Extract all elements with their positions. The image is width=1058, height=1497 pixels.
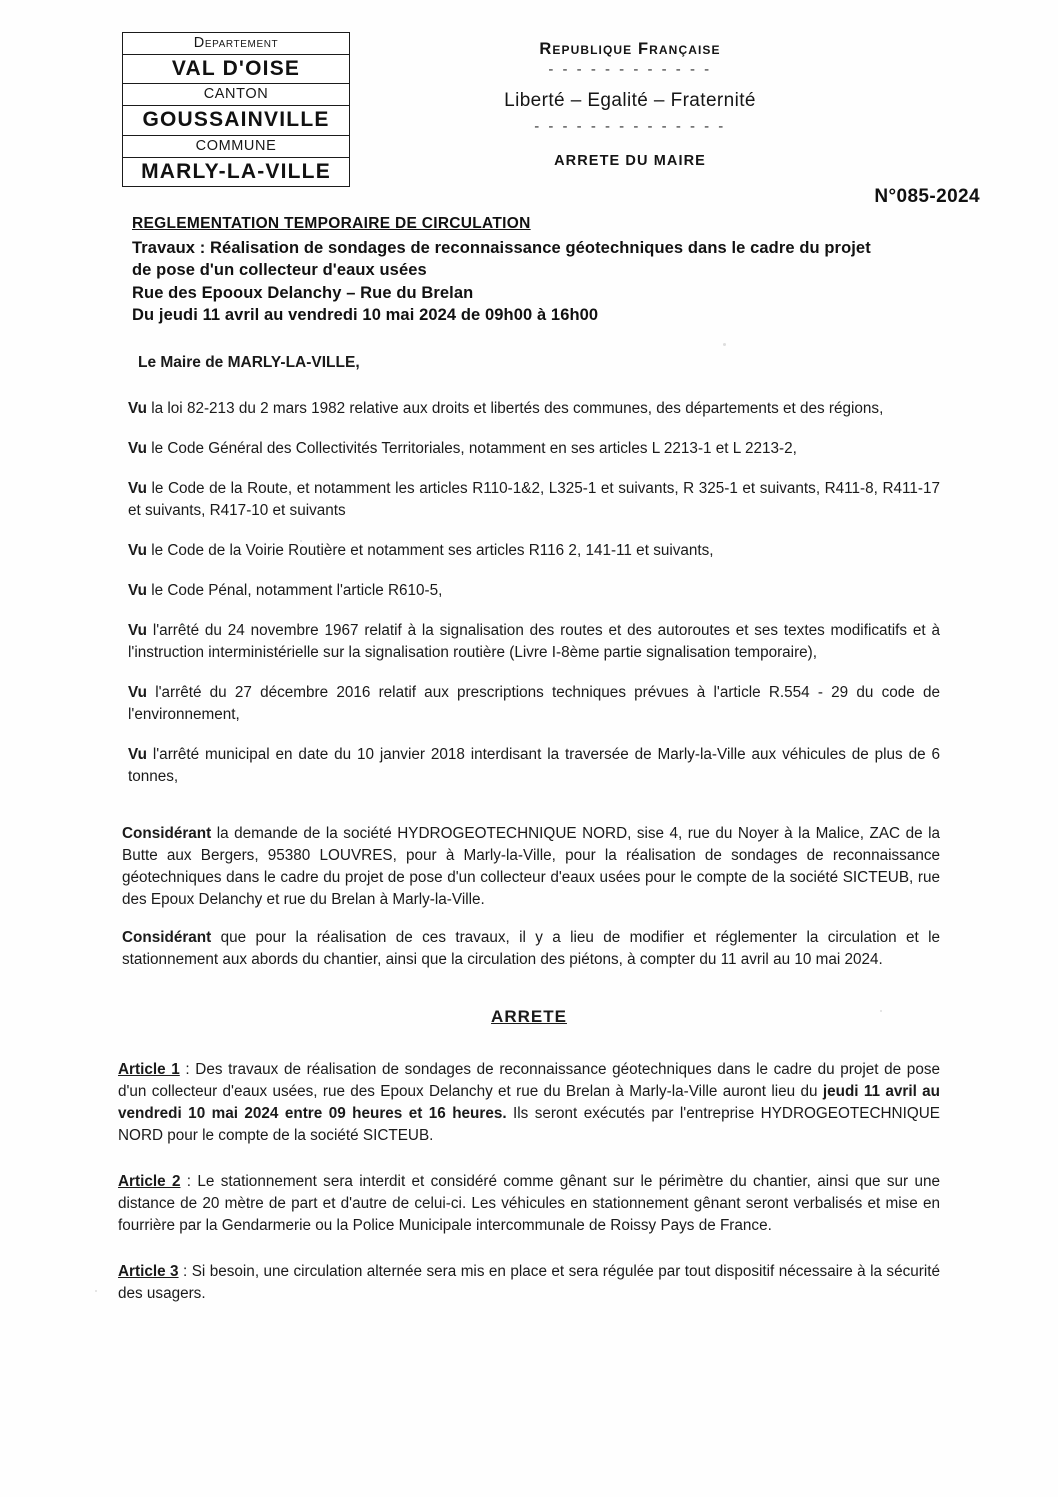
scan-speck <box>95 1290 97 1292</box>
vu-clause <box>118 620 940 664</box>
arrete-heading: ARRETE <box>491 1006 567 1026</box>
vu-clause <box>118 398 940 420</box>
vu-lead: Vu <box>128 480 147 498</box>
vu-text: l'arrêté du 27 décembre 2016 relatif aux prescriptions techniques prévues à l'article R.554 - 29 du code de l'environnement, <box>128 684 940 724</box>
scan-speck <box>723 343 726 346</box>
considerant-lead: Considérant <box>122 824 212 842</box>
vu-clause <box>118 580 940 602</box>
arrete-number: N°085-2024 <box>874 186 980 207</box>
article-label: Article 1 <box>118 1061 180 1079</box>
commune-label: COMMUNE <box>122 135 350 157</box>
article-text: : Si besoin, une circulation alternée sera mis en place et sera régulée par tout dispositif nécessaire à la sécurité des usagers. <box>118 1263 940 1303</box>
document-body <box>118 352 940 1329</box>
vu-clause <box>118 478 940 522</box>
vu-lead: Vu <box>128 746 147 764</box>
vu-clause <box>118 682 940 726</box>
vu-clause <box>118 540 940 562</box>
article-text: : Des travaux de réalisation de sondages de reconnaissance géotechniques dans le cadre du projet de pose d'un collecteur d'eaux usées, rue des Epoux Delanchy et rue du Brelan à Marly-la-Ville auront lieu du <box>118 1061 940 1101</box>
vu-text: le Code de la Voirie Routière et notamment ses articles R116 2, 141-11 et suivants, <box>146 542 714 560</box>
mayor-intro: Le Maire de MARLY-LA-VILLE, <box>138 354 360 371</box>
considerant-clauses <box>118 823 940 971</box>
considerant-text: que pour la réalisation de ces travaux, il y a lieu de modifier et réglementer la circulation et le stationnement aux abords du chantier, ainsi que la circulation des piétons, à compter du 11 avril au 10 mai 2024. <box>122 928 940 968</box>
title-subline-4: Du jeudi 11 avril au vendredi 10 mai 2024 de 09h00 à 16h00 <box>132 305 599 324</box>
title-subline-1: Travaux : Réalisation de sondages de reconnaissance géotechniques dans le cadre du projet <box>132 239 871 257</box>
considerant-clause <box>118 823 940 911</box>
title-subline-2: de pose d'un collecteur d'eaux usées <box>132 261 427 280</box>
vu-text: l'arrêté municipal en date du 10 janvier 2018 interdisant la traversée de Marly-la-Ville aux véhicules de plus de 6 tonnes, <box>128 746 940 786</box>
vu-lead: Vu <box>128 400 147 418</box>
title-subline-3: Rue des Epooux Delanchy – Rue du Brelan <box>132 283 474 302</box>
dash-separator-bottom: - - - - - - - - - - - - - - <box>534 118 726 135</box>
canton-value: GOUSSAINVILLE <box>122 105 350 134</box>
article-paragraph <box>118 1059 940 1147</box>
republique-francaise: Republique Française <box>539 40 721 58</box>
devise: Liberté – Egalité – Fraternité <box>504 90 756 111</box>
considerant-text: la demande de la société HYDROGEOTECHNIQUE NORD, sise 4, rue du Noyer à la Malice, ZAC de la Butte aux Bergers, 95380 LOUVRES, pour à Marly-la-Ville, pour la réalisation de sondages de reconnaissance géotechniques dans le cadre du projet de pose d'un collecteur d'eaux usées pour le compte de la société SICTEUB, rue des Epoux Delanchy et rue du Brelan à Marly-la-Ville. <box>122 824 940 908</box>
article-emphasis: jeudi 11 avril au vendredi 10 mai 2024 entre 09 heures et 16 heures. <box>118 1083 941 1123</box>
scan-speck <box>300 540 302 542</box>
dash-separator-top: - - - - - - - - - - - - <box>548 61 712 78</box>
vu-lead: Vu <box>128 582 147 600</box>
commune-value: MARLY-LA-VILLE <box>122 157 350 187</box>
scan-speck <box>880 1010 882 1012</box>
considerant-lead: Considérant <box>122 928 212 946</box>
article-label: Article 2 <box>118 1173 181 1191</box>
article-label: Article 3 <box>118 1263 179 1281</box>
vu-text: le Code Pénal, notamment l'article R610-5, <box>146 582 443 600</box>
considerant-clause <box>118 927 940 971</box>
vu-clauses <box>118 398 940 788</box>
vu-clause <box>118 438 940 460</box>
title-block <box>132 215 962 326</box>
article-text-tail: Ils seront exécutés par l'entreprise HYDROGEOTECHNIQUE NORD pour le compte de la société SICTEUB. <box>118 1105 940 1145</box>
commune-stamp <box>122 32 350 187</box>
vu-lead: Vu <box>128 684 147 702</box>
vu-text: la loi 82-213 du 2 mars 1982 relative aux droits et libertés des communes, des départements et des régions, <box>146 400 884 418</box>
canton-label: CANTON <box>122 83 350 105</box>
arrete-du-maire-label: ARRETE DU MAIRE <box>554 153 706 169</box>
departement-value: VAL D'OISE <box>122 54 350 83</box>
republic-block <box>420 40 840 169</box>
vu-lead: Vu <box>128 542 147 560</box>
article-paragraph <box>118 1261 940 1305</box>
articles <box>118 1059 940 1305</box>
vu-lead: Vu <box>128 440 147 458</box>
article-paragraph <box>118 1171 940 1237</box>
vu-text: l'arrêté du 24 novembre 1967 relatif à la signalisation des routes et des autoroutes et ses textes modificatifs et à l'instruction interministérielle sur la signalisation routière (Livre I-8ème partie signalisation temporaire), <box>128 622 940 662</box>
page-title: REGLEMENTATION TEMPORAIRE DE CIRCULATION <box>132 215 531 232</box>
document-header <box>0 24 1058 214</box>
vu-clause <box>118 744 940 788</box>
body-spacer <box>118 807 940 823</box>
departement-label: Departement <box>122 32 350 54</box>
vu-text: le Code Général des Collectivités Territoriales, notamment en ses articles L 2213-1 et L 2213-2, <box>146 440 797 458</box>
article-text: : Le stationnement sera interdit et considéré comme gênant sur le périmètre du chantier, ainsi que sur une distance de 20 mètre de part et d'autre de celui-ci. Les véhicules en stationnement gênant seront verbalisés et mise en fourrière par la Gendarmerie ou la Police Municipale intercommunale de Roissy Pays de France. <box>118 1173 941 1235</box>
vu-text: le Code de la Route, et notamment les articles R110-1&2, L325-1 et suivants, R 325-1 et suivants, R411-8, R411-17 et suivants, R417-10 et suivants <box>128 480 940 520</box>
vu-lead: Vu <box>128 622 147 640</box>
